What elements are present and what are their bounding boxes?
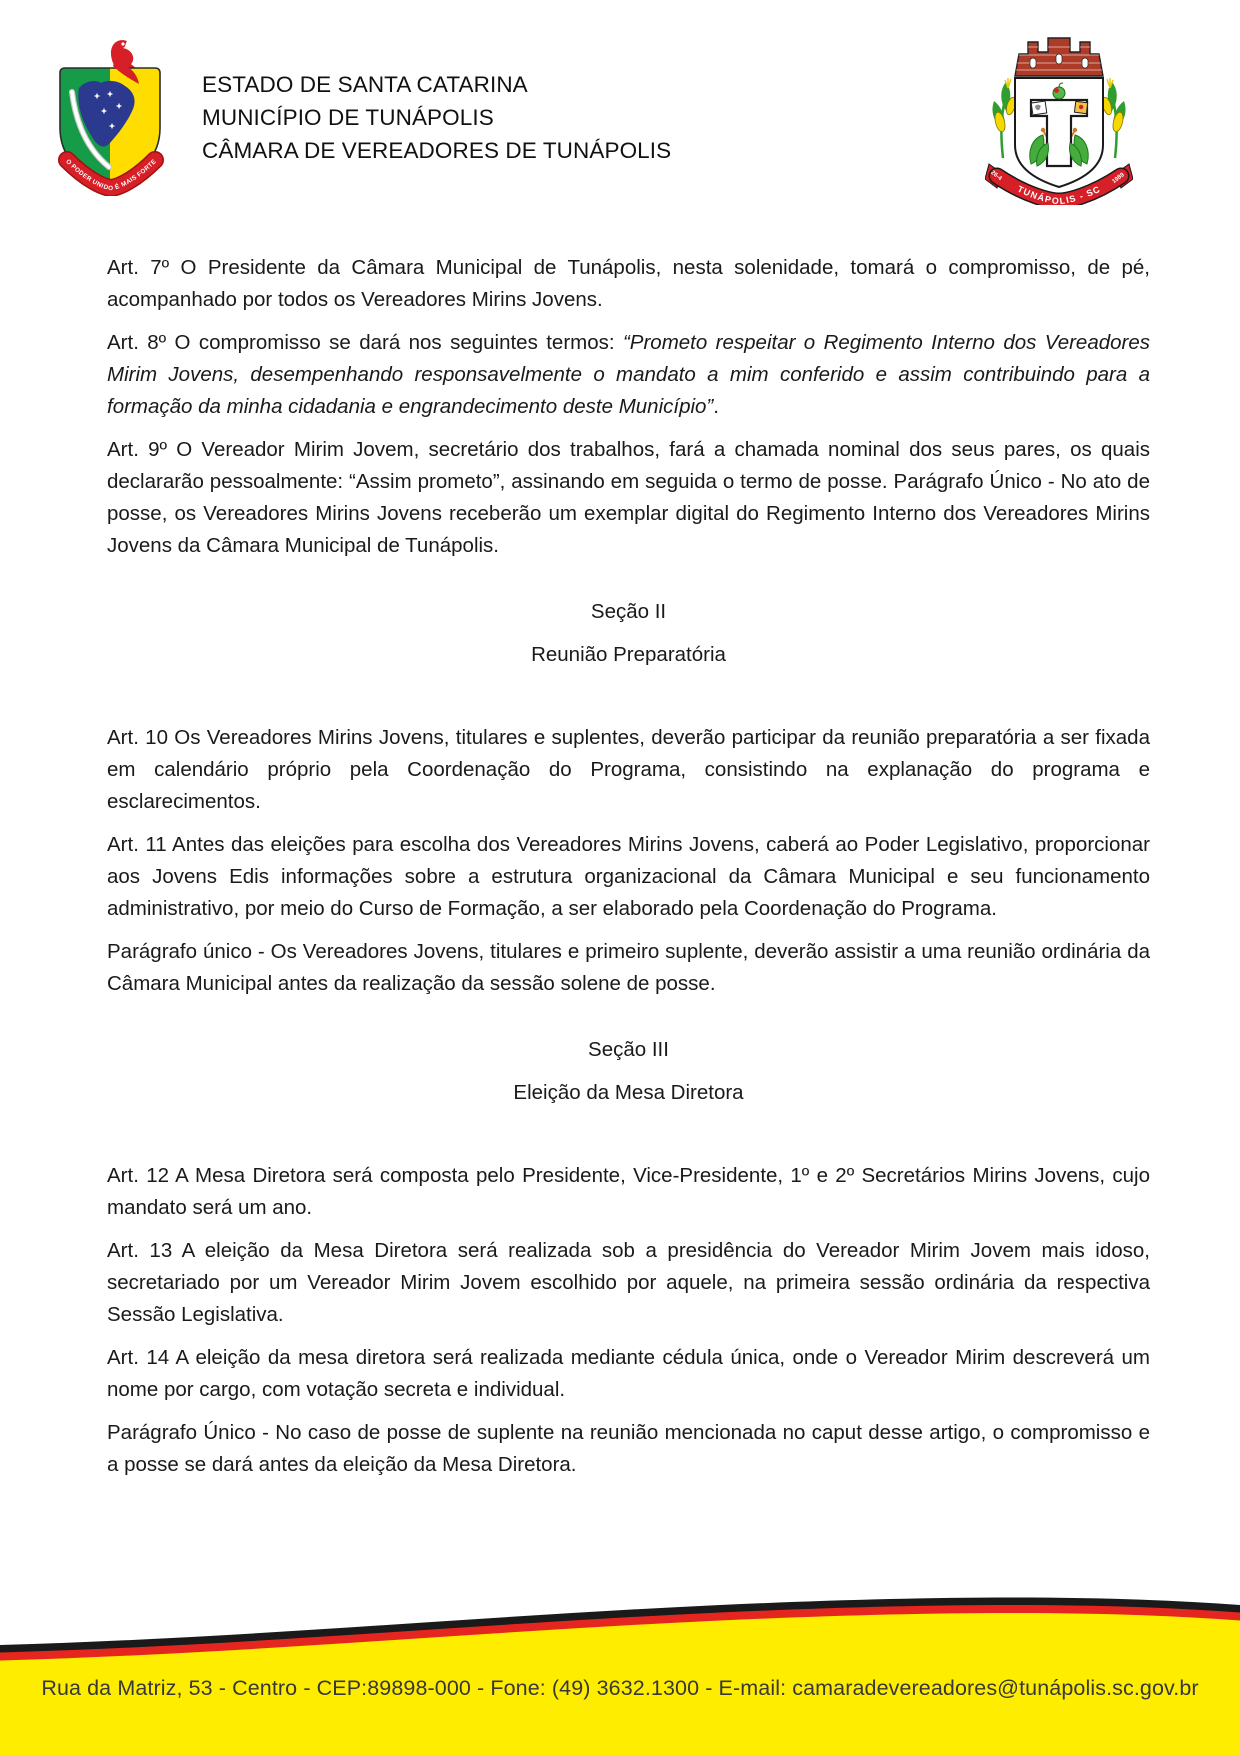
corn-stalk-right bbox=[1101, 78, 1126, 158]
paragraph bbox=[107, 1235, 1150, 1331]
paragraph bbox=[107, 829, 1150, 925]
paragraph-run: . bbox=[713, 395, 719, 418]
paragraph-run: Parágrafo único - Os Vereadores Jovens, titulares e primeiro suplente, deverão assistir a uma reunião ordinária da Câmara Municipal antes da realização da sessão solene de posse. bbox=[107, 940, 1150, 995]
paragraph bbox=[107, 1342, 1150, 1406]
chicken-plaque-icon bbox=[1074, 101, 1087, 113]
paragraph-run: Art. 13 A eleição da Mesa Diretora será realizada sob a presidência do Vereador Mirim Jovem mais idoso, secretariado por um Vereador Mirim Jovem escolhido por aquele, na primeira sessão ordinária da respectiva Sessão Legislativa. bbox=[107, 1239, 1150, 1326]
ribbon-date-left: 26-4 bbox=[989, 169, 1003, 183]
paragraph bbox=[107, 434, 1150, 562]
document-body bbox=[107, 252, 1150, 1492]
ribbon-city-text: TUNÁPOLIS - SC bbox=[1015, 183, 1103, 205]
paragraph-run-italic: “Prometo respeitar o Regimento Interno dos Vereadores Mirim Jovens, desempenhando responsavelmente o mandato a mim conferido e assim contribuindo para a formação da minha cidadania e engrandecimento deste Município” bbox=[107, 331, 1150, 418]
tunapolis-coat-of-arms-icon bbox=[985, 30, 1133, 205]
paragraph-run: Art. 8º O compromisso se dará nos seguintes termos: bbox=[107, 331, 623, 354]
section-subtitle: Eleição da Mesa Diretora bbox=[513, 1081, 744, 1104]
cow-plaque-icon bbox=[1031, 101, 1047, 115]
org-line-municipality: MUNICÍPIO DE TUNÁPOLIS bbox=[202, 105, 494, 130]
ribbon-date-right: 1989 bbox=[1111, 172, 1126, 186]
paragraph-run: Parágrafo Único - No caso de posse de suplente na reunião mencionada no caput desse artigo, o compromisso e a posse se dará antes da eleição da Mesa Diretora. bbox=[107, 1421, 1150, 1476]
paragraph-run: Art. 12 A Mesa Diretora será composta pelo Presidente, Vice-Presidente, 1º e 2º Secretários Mirins Jovens, cujo mandato será um ano. bbox=[107, 1164, 1150, 1219]
paragraph bbox=[107, 1160, 1150, 1224]
paragraph-run: Art. 9º O Vereador Mirim Jovem, secretário dos trabalhos, fará a chamada nominal dos seus pares, os quais declararão pessoalmente: “Assim prometo”, assinando em seguida o termo de posse. Parágrafo Único - No ato de posse, os Vereadores Mirins Jovens receberão um exemplar digital do Regimento Interno dos Vereadores Mirins Jovens da Câmara Municipal de Tunápolis. bbox=[107, 438, 1150, 557]
footer-wave bbox=[0, 1595, 1240, 1755]
santa-catarina-coat-of-arms-icon bbox=[57, 36, 165, 196]
footer-address: Rua da Matriz, 53 - Centro - CEP:89898-000 - Fone: (49) 3632.1300 - E-mail: camaradevereadores@tunápolis.sc.gov.br bbox=[41, 1676, 1199, 1700]
section-title: Seção II bbox=[590, 600, 667, 623]
org-line-chamber: CÂMARA DE VEREADORES DE TUNÁPOLIS bbox=[202, 138, 672, 163]
paragraph-run: Art. 14 A eleição da mesa diretora será realizada mediante cédula única, onde o Vereador Mirim descreverá um nome por cargo, com votação secreta e individual. bbox=[107, 1346, 1150, 1401]
section-title: Seção III bbox=[588, 1038, 669, 1061]
motto-text: O PODER UNIDO É MAIS FORTE bbox=[64, 158, 158, 193]
paragraph-run: Art. 11 Antes das eleições para escolha dos Vereadores Mirins Jovens, caberá ao Poder Legislativo, proporcionar aos Jovens Edis informações sobre a estrutura organizacional da Câmara Municipal e seu funcionamento administrativo, por meio do Curso de Formação, a ser elaborado pela Coordenação do Programa. bbox=[107, 833, 1150, 920]
paragraph-run: Art. 10 Os Vereadores Mirins Jovens, titulares e suplentes, deverão participar da reunião preparatória a ser fixada em calendário próprio pela Coordenação do Programa, consistindo na explanação do programa e esclarecimentos. bbox=[107, 726, 1150, 813]
paragraph-run: Art. 7º O Presidente da Câmara Municipal de Tunápolis, nesta solenidade, tomará o compromisso, de pé, acompanhado por todos os Vereadores Mirins Jovens. bbox=[107, 256, 1150, 311]
org-titles bbox=[202, 68, 671, 167]
paragraph bbox=[107, 722, 1150, 818]
paragraph bbox=[107, 1417, 1150, 1481]
paragraph bbox=[107, 327, 1150, 423]
paragraph bbox=[107, 252, 1150, 316]
section-subtitle: Reunião Preparatória bbox=[531, 643, 726, 666]
corn-stalk-left bbox=[992, 78, 1017, 158]
org-line-state: ESTADO DE SANTA CATARINA bbox=[202, 72, 528, 97]
paragraph bbox=[107, 936, 1150, 1000]
